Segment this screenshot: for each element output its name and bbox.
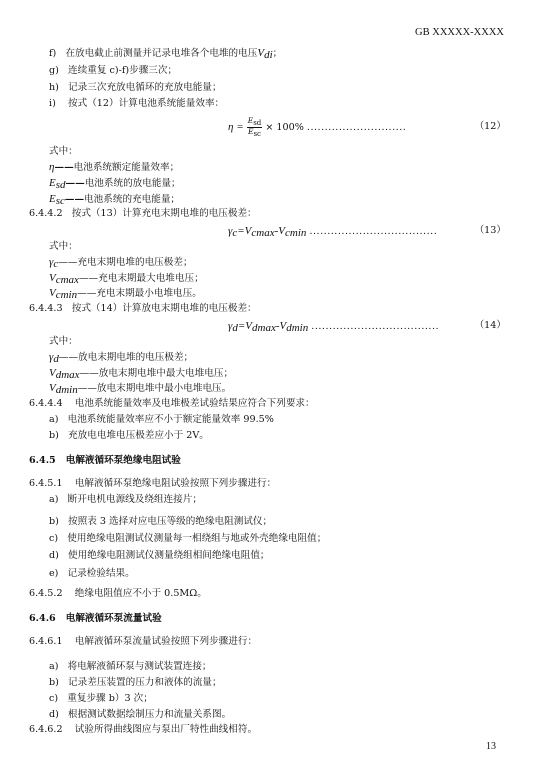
clause-number: 6.4.5.2 (29, 588, 63, 599)
eq-mid: =V (237, 320, 252, 332)
definition: 电池系统的充电能量； (84, 194, 181, 205)
list-text: 断开电机电源线及绕组连接片； (67, 494, 202, 505)
list-marker: f) (49, 48, 57, 59)
list-item (49, 516, 272, 528)
eq-den-sub: sc (253, 130, 261, 138)
list-tail: ； (272, 48, 283, 59)
definition: 充电末期最大电堆电压； (98, 273, 204, 284)
dash: —— (58, 257, 78, 268)
clause-text: 试验所得曲线图应与泵出厂特性曲线相符。 (74, 724, 258, 735)
symbol: V (49, 382, 56, 394)
list-text: 将电解液循环泵与测试装置连接； (67, 661, 212, 672)
definition: 电池系统的放电能量； (84, 178, 181, 189)
list-item (49, 709, 231, 721)
where-item (49, 161, 179, 174)
dash: —— (54, 162, 74, 173)
where-item (49, 367, 233, 381)
clause-6-4-6-1 (29, 636, 257, 648)
list-item (49, 661, 212, 673)
subscript: dmax (55, 369, 80, 381)
section-number: 6.4.5 (29, 455, 56, 466)
dash: —— (77, 288, 97, 299)
eq-lhs: γ (228, 320, 233, 332)
clause-text: 电解液循环泵绝缘电阻试验按照下列步骤进行： (74, 478, 277, 489)
definition: 电池系统额定能量效率； (73, 162, 180, 173)
definition: 放电末期电堆的电压极差； (78, 352, 194, 363)
list-item (49, 430, 209, 442)
dash: —— (65, 178, 85, 189)
list-text: 重复步骤 b）3 次； (67, 693, 153, 704)
eq-lhs: γ (228, 225, 233, 237)
section-title: 电解液循环泵绝缘电阻试验 (65, 455, 181, 466)
eq-sub: cmax (251, 227, 275, 239)
list-item (49, 693, 153, 705)
symbol: E (49, 177, 56, 189)
list-marker: c) (49, 533, 59, 544)
list-text: 在放电截止前测量并记录电堆各个电堆的电压 (65, 48, 258, 59)
subscript: c (53, 258, 59, 270)
clause-number: 6.4.5.1 (29, 478, 63, 489)
list-marker: b) (49, 430, 59, 441)
eq-num-sub: sd (253, 119, 262, 127)
eq-dots: ............................ (306, 122, 407, 133)
equation-number-12: （12） (474, 121, 506, 132)
eq-lhs: η = (228, 121, 244, 133)
symbol: γ (49, 256, 54, 268)
definition: 放电末期电堆中最小电堆电压。 (96, 383, 232, 394)
subscript: d (53, 353, 59, 365)
list-marker: c) (49, 693, 59, 704)
list-text: 记录三次充放电循环的充放电能量； (68, 82, 222, 93)
list-item-i (49, 98, 224, 110)
equation-12 (228, 117, 406, 138)
list-marker: a) (49, 494, 59, 505)
clause-number: 6.4.6.1 (29, 636, 63, 647)
definition: 充电末期电堆的电压极差； (77, 257, 193, 268)
page-number: 13 (486, 741, 496, 752)
dash: —— (78, 273, 99, 284)
eq-sub: dmin (286, 322, 309, 334)
where-item (49, 193, 180, 207)
list-marker: b) (49, 677, 59, 688)
definition: 充电末期最小电堆电压。 (96, 288, 202, 299)
subscript: cmax (55, 274, 79, 286)
subscript: sc (55, 195, 65, 207)
list-item-h (49, 82, 222, 94)
dash: —— (64, 194, 85, 205)
list-item-f (49, 47, 282, 61)
eq-sub: cmin (285, 227, 307, 239)
eq-num: E (247, 116, 254, 125)
where-item (49, 287, 202, 301)
dash: —— (77, 383, 97, 394)
standard-code: GB XXXXX-XXXX (415, 27, 504, 38)
where-item (49, 256, 193, 270)
eq-sub: d (232, 322, 238, 334)
eq-minus: -V (275, 320, 287, 332)
clause-6-4-4-3 (29, 303, 257, 315)
eq-rhs: × 100% (265, 122, 304, 133)
clause-text: 电解液循环泵流量试验按照下列步骤进行： (74, 636, 258, 647)
where-item (49, 382, 231, 396)
list-text: 使用绝缘电阻测试仪测量绕组相间绝缘电阻值； (68, 550, 270, 561)
list-item (49, 550, 270, 562)
list-text: 按式（12）计算电池系统能量效率： (68, 98, 225, 109)
section-heading-6-4-5 (29, 455, 181, 467)
list-text: 按照表 3 选择对应电压等级的绝缘电阻测试仪； (68, 516, 273, 527)
where-label: 式中： (49, 146, 78, 157)
where-item (49, 272, 204, 286)
symbol: η (49, 161, 55, 173)
clause-number: 6.4.6.2 (29, 724, 63, 735)
clause-6-4-4-2 (29, 208, 257, 220)
list-marker: i) (49, 98, 56, 109)
list-marker: b) (49, 516, 59, 527)
list-item (49, 568, 135, 580)
subscript: di (264, 49, 273, 61)
eq-mid: =V (237, 225, 252, 237)
symbol: V (49, 287, 56, 299)
subscript: cmin (55, 289, 78, 301)
list-marker: a) (49, 661, 59, 672)
clause-6-4-4-4 (29, 398, 315, 410)
subscript: sd (55, 179, 66, 191)
eq-minus: -V (274, 225, 285, 237)
section-title: 电解液循环泵流量试验 (65, 613, 162, 624)
eq-sub: c (232, 227, 238, 239)
dash: —— (58, 352, 79, 363)
eq-dots: .................................... (309, 226, 438, 237)
eq-sub: dmax (252, 322, 276, 334)
equation-number-14: （14） (474, 320, 506, 331)
clause-text: 绝缘电阻值应不小于 0.5MΩ。 (74, 588, 207, 599)
section-heading-6-4-6 (29, 613, 162, 625)
symbol: V (49, 367, 56, 379)
clause-number: 6.4.4.4 (29, 398, 63, 409)
symbol: V (257, 47, 265, 59)
symbol: V (49, 272, 56, 284)
eq-dots: .................................... (311, 321, 440, 332)
list-text: 充放电电堆电压极差应小于 2V。 (68, 430, 209, 441)
list-marker: d) (49, 550, 59, 561)
subscript: dmin (55, 384, 78, 396)
where-item (49, 177, 181, 191)
eq-den: E (247, 127, 254, 136)
equation-14 (228, 320, 439, 334)
list-text: 连续重复 c)-f)步骤三次； (68, 65, 178, 76)
definition: 放电末期电堆中最大电堆电压； (98, 368, 234, 379)
list-text: 电池系统能量效率应不小于额定能量效率 99.5% (67, 414, 274, 425)
list-marker: h) (49, 82, 59, 93)
where-item (49, 351, 193, 365)
clause-text: 电池系统能量效率及电堆极差试验结果应符合下列要求： (74, 398, 315, 409)
list-text: 记录检验结果。 (67, 568, 135, 579)
clause-6-4-5-2 (29, 588, 207, 600)
symbol: γ (49, 351, 54, 363)
symbol: E (49, 193, 56, 205)
list-marker: a) (49, 414, 59, 425)
list-text: 记录差压装置的压力和液体的流量； (68, 677, 222, 688)
where-label: 式中： (49, 336, 78, 347)
where-label: 式中： (49, 241, 78, 252)
clause-6-4-5-1 (29, 478, 276, 490)
section-number: 6.4.6 (29, 613, 56, 624)
list-marker: d) (49, 709, 59, 720)
clause-text: 按式（14）计算放电末期电堆的电压极差： (71, 303, 257, 314)
clause-number: 6.4.4.3 (29, 303, 63, 314)
list-item (49, 677, 222, 689)
clause-6-4-6-2 (29, 724, 257, 736)
equation-number-13: （13） (474, 225, 506, 236)
list-marker: e) (49, 568, 59, 579)
list-text: 根据测试数据绘制压力和流量关系图。 (68, 709, 232, 720)
list-item-g (49, 65, 177, 77)
clause-number: 6.4.4.2 (29, 208, 63, 219)
clause-text: 按式（13）计算充电末期电堆的电压极差： (71, 208, 257, 219)
list-text: 使用绝缘电阻测试仪测量每一相绕组与地或外壳绝缘电阻值； (67, 533, 327, 544)
list-marker: g) (49, 65, 59, 76)
dash: —— (79, 368, 99, 379)
equation-13 (228, 225, 437, 239)
eq-fraction (247, 117, 263, 138)
list-item (49, 414, 274, 426)
list-item (49, 494, 202, 506)
list-item (49, 533, 326, 545)
